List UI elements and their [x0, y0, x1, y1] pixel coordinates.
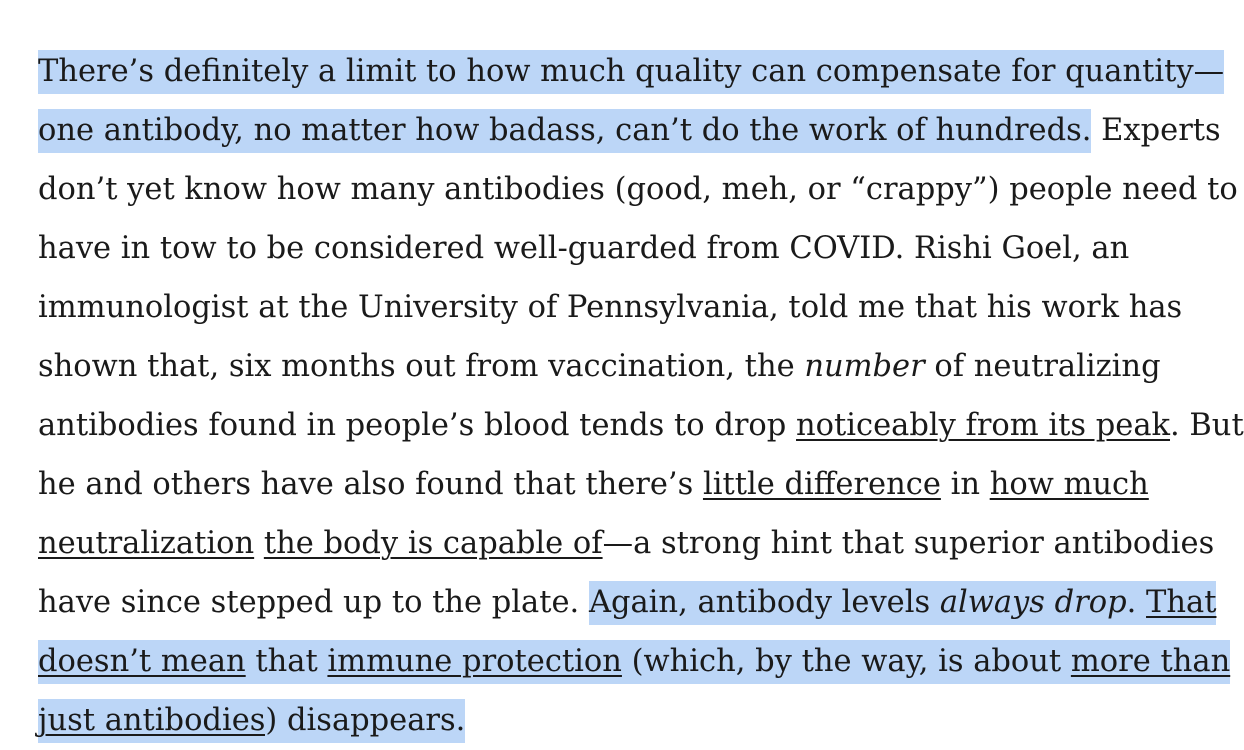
body-text: have in tow to be considered well-guarded from COVID. Rishi Goel, an — [38, 231, 1130, 266]
highlighted-text[interactable]: that — [246, 640, 328, 684]
highlighted-text[interactable]: Again, antibody levels — [589, 581, 940, 625]
body-text: immunologist at the University of Pennsylvania, told me that his work has — [38, 290, 1183, 325]
text-line-4 — [38, 219, 1168, 278]
body-text: Experts — [1091, 113, 1221, 148]
article-excerpt — [38, 42, 1244, 750]
body-text: shown that, six months out from vaccination, the — [38, 349, 805, 384]
highlighted-text[interactable]: There’s definitely a limit to how much quality can compensate for quantity— — [38, 50, 1224, 94]
text-line-11 — [38, 632, 1231, 691]
highlighted-emphasis-text[interactable]: always drop — [940, 581, 1127, 625]
highlighted-text[interactable]: (which, by the way, is about — [622, 640, 1071, 684]
highlighted-text[interactable]: . — [1127, 581, 1146, 625]
body-text: in — [940, 467, 990, 502]
body-text: of neutralizing — [924, 349, 1161, 384]
text-line-12 — [38, 691, 1168, 750]
body-text: antibodies found in people’s blood tends to drop — [38, 408, 797, 443]
text-line-6 — [38, 337, 1168, 396]
link-more-than-just-antibodies[interactable]: more than — [1071, 640, 1230, 684]
highlighted-text[interactable]: one antibody, no matter how badass, can’t do the work of hundreds. — [38, 109, 1091, 153]
link-more-than-just-antibodies-cont[interactable]: just antibodies — [38, 699, 265, 743]
link-body-capable-of[interactable]: the body is capable of — [263, 526, 603, 561]
text-line-8 — [38, 455, 1168, 514]
emphasis-text: number — [804, 349, 925, 384]
body-text: don’t yet know how many antibodies (good, meh, or “crappy”) people need to — [38, 172, 1238, 207]
link-little-difference[interactable]: little difference — [702, 467, 941, 502]
link-immune-protection[interactable]: immune protection — [327, 640, 622, 684]
body-text: have since stepped up to the plate. — [38, 585, 589, 620]
link-noticeably-from-peak[interactable]: noticeably from its peak — [796, 408, 1170, 443]
highlighted-text[interactable]: ) disappears. — [265, 699, 465, 743]
text-line-10 — [38, 573, 1217, 632]
text-line-2 — [38, 101, 1221, 160]
text-line-9 — [38, 514, 1215, 573]
text-line-5 — [38, 278, 1183, 337]
text-line-3 — [38, 160, 1238, 219]
link-how-much-neutralization-cont[interactable]: neutralization — [38, 526, 255, 561]
link-how-much-neutralization[interactable]: how much — [989, 467, 1149, 502]
text-line-1 — [38, 42, 1225, 101]
link-that-doesnt-mean[interactable]: That — [1146, 581, 1216, 625]
text-line-7 — [38, 396, 1244, 455]
link-that-doesnt-mean-cont[interactable]: doesn’t mean — [38, 640, 246, 684]
body-text: —a strong hint that superior antibodies — [602, 526, 1215, 561]
body-text — [254, 526, 264, 561]
body-text: he and others have also found that there’s — [38, 467, 703, 502]
body-text: . But — [1170, 408, 1244, 443]
